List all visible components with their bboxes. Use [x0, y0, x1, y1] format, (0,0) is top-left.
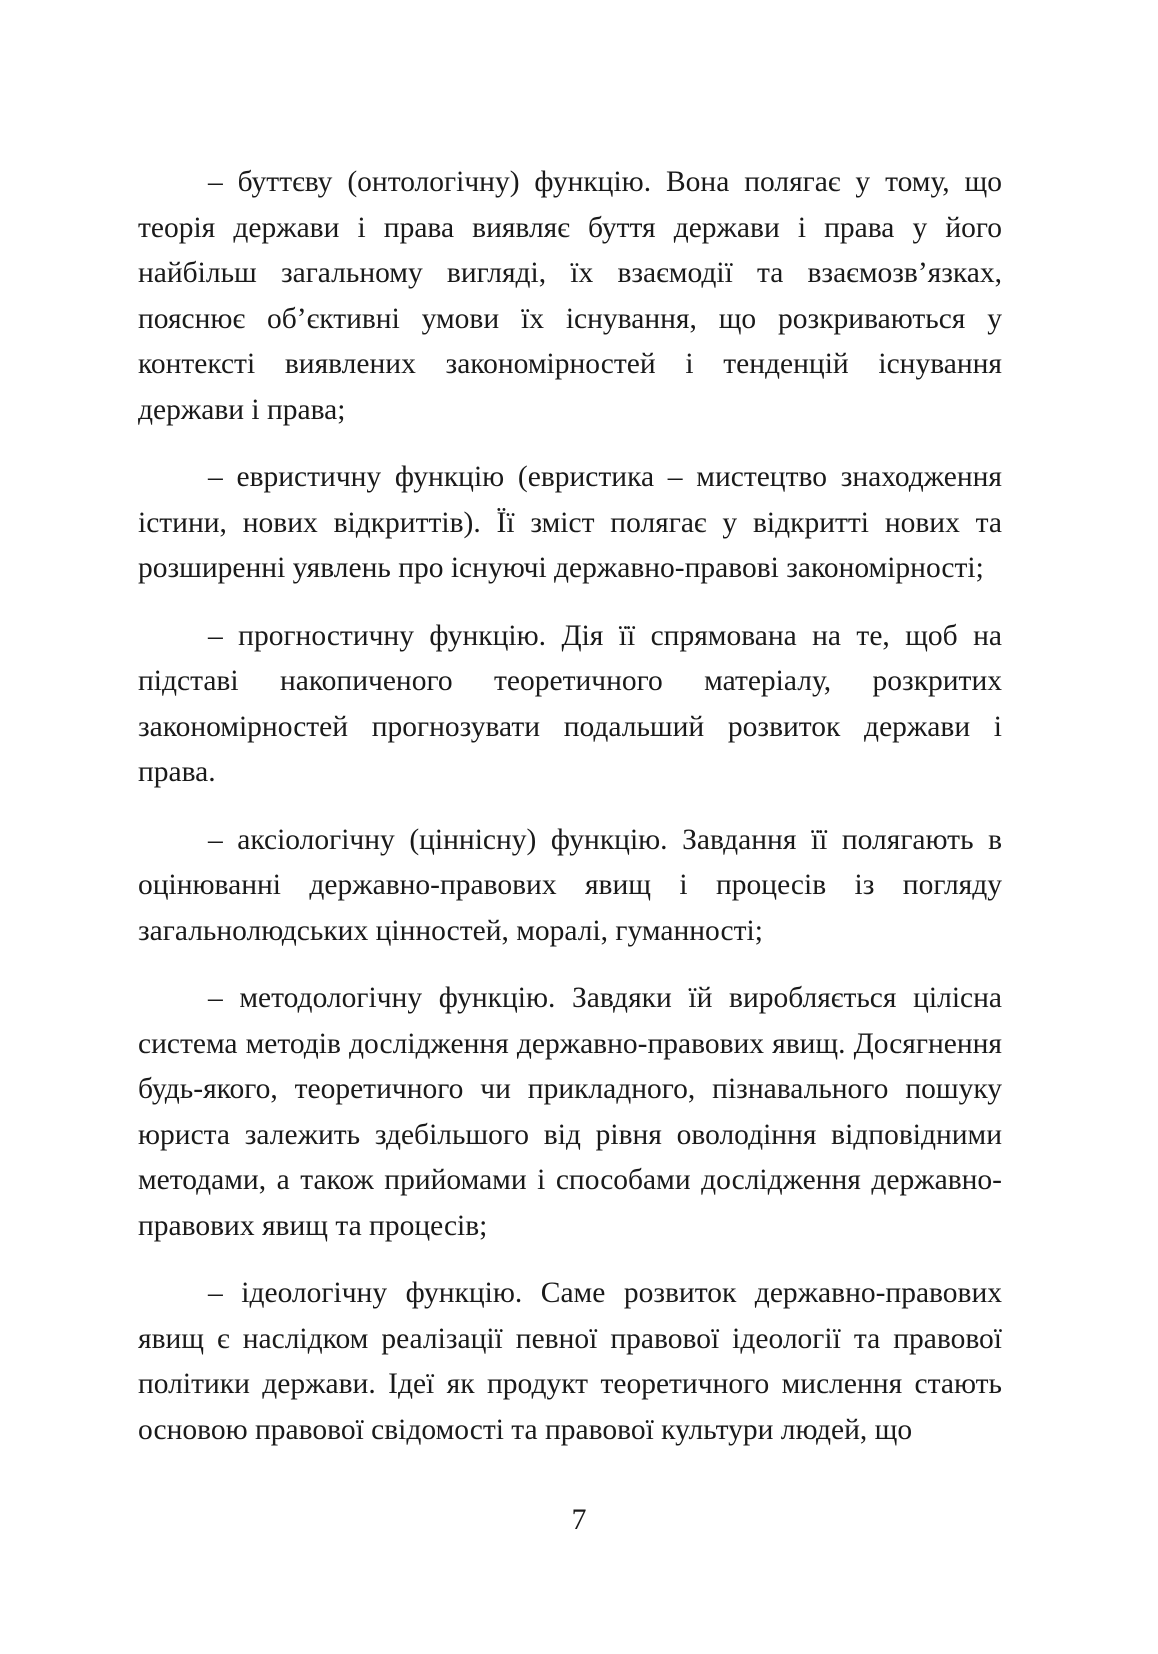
body-text [138, 160, 1002, 1475]
paragraph-ideological-function: – ідеологічну функцію. Саме розвиток державно-правових явищ є наслідком реалізації певної правової ідеології та правової політики держави. Ідеї як продукт теоретичного мислення стають основою правової свідомості та правової культури людей, що [138, 1277, 1002, 1446]
paragraph-heuristic-function: – евристичну функцію (евристика – мистецтво знаходження істини, нових відкриттів). Її зміст полягає у відкритті нових та розширенні уявлень про існуючі державно-правові закономірності; [138, 461, 1002, 584]
paragraph-ontological-function: – буттєву (онтологічну) функцію. Вона полягає у тому, що теорія держави і права виявляє буття держави і права у його найбільш загальному вигляді, їх взаємодії та взаємозв’язках, пояснює об’єктивні умови їх існування, що розкриваються у контексті виявлених закономірностей і тенденцій існування держави і права; [138, 166, 1002, 426]
page-number: 7 [571, 1503, 587, 1536]
paragraph-prognostic-function: – прогностичну функцію. Дія її спрямована на те, щоб на підставі накопиченого теоретичного матеріалу, розкритих закономірностей прогнозувати подальший розвиток держави і права. [138, 619, 1002, 788]
paragraph-methodological-function: – методологічну функцію. Завдяки їй виробляється цілісна система методів дослідження державно-правових явищ. Досягнення будь-якого, теоретичного чи прикладного, пізнавального пошуку юриста залежить здебільшого від рівня оволодіння відповідними методами, а також прийомами і способами дослідження державно-правових явищ та процесів; [138, 982, 1002, 1242]
paragraph-axiological-function: – аксіологічну (ціннісну) функцію. Завдання її полягають в оцінюванні державно-правових явищ і процесів із погляду загальнолюдських цінностей, моралі, гуманності; [138, 823, 1002, 947]
